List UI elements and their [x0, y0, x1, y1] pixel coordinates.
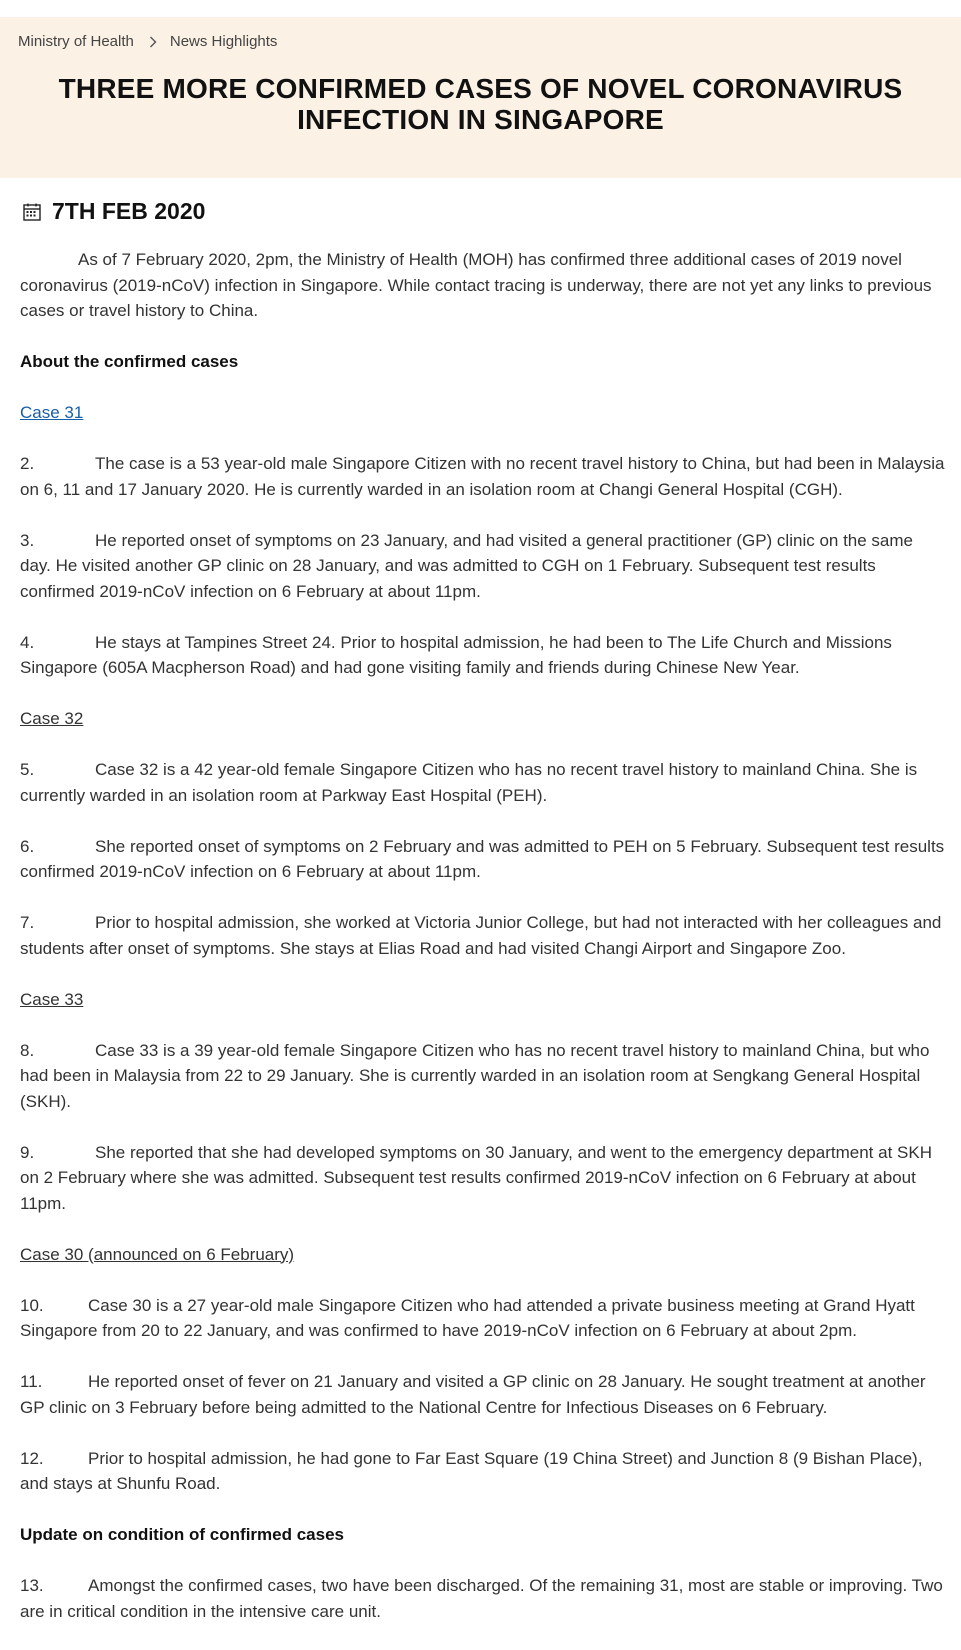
paragraph-text: Prior to hospital admission, she worked at Victoria Junior College, but had not interacted with her colleagues and students after onset of symptoms. She stays at Elias Road and had visited Changi Airport and Singapore Zoo. — [20, 913, 942, 958]
paragraph-9 — [20, 1140, 945, 1217]
paragraph-13 — [20, 1573, 945, 1624]
paragraph-7 — [20, 910, 945, 961]
case-32-heading: Case 32 — [20, 709, 84, 728]
paragraph-number: 12. — [20, 1448, 44, 1468]
paragraph-6 — [20, 834, 945, 885]
paragraph-text: Case 33 is a 39 year-old female Singapore Citizen who has no recent travel history to mainland China, but who had been in Malaysia from 22 to 29 January. She is currently warded in an isolation room at Sengkang General Hospital (SKH). — [20, 1040, 930, 1111]
article-body — [20, 247, 945, 1650]
paragraph-number: 4. — [20, 632, 35, 652]
paragraph-number: 8. — [20, 1040, 35, 1060]
section-heading-update: Update on condition of confirmed cases — [20, 1525, 344, 1544]
paragraph-number: 2. — [20, 454, 35, 473]
paragraph-text: He reported onset of fever on 21 January and visited a GP clinic on 28 January. He sought treatment at another GP clinic on 3 February before being admitted to the National Centre for Infectious Diseases on 6 February. — [20, 1372, 926, 1417]
page-header — [0, 17, 961, 178]
paragraph-text: She reported onset of symptoms on 2 February and was admitted to PEH on 5 February. Subsequent test results confirmed 2019-nCoV infection on 6 February at about 11pm. — [20, 836, 945, 881]
paragraph-number: 5. — [20, 760, 35, 779]
page-title: THREE MORE CONFIRMED CASES OF NOVEL CORONAVIRUS INFECTION IN SINGAPORE — [58, 73, 903, 135]
breadcrumb-home-link[interactable]: Ministry of Health — [18, 33, 134, 50]
paragraph-12 — [20, 1446, 945, 1497]
paragraph-5 — [20, 757, 945, 808]
breadcrumb — [18, 33, 277, 50]
case-33-heading: Case 33 — [20, 989, 84, 1009]
paragraph-number: 7. — [20, 913, 35, 932]
case-30-heading: Case 30 (announced on 6 February) — [20, 1244, 295, 1264]
section-heading-about: About the confirmed cases — [20, 352, 239, 371]
publish-date — [22, 198, 205, 225]
paragraph-number: 6. — [20, 836, 35, 856]
paragraph-text: Prior to hospital admission, he had gone to Far East Square (19 China Street) and Junction 8 (9 Bishan Place), and stays at Shunfu Road. — [20, 1448, 923, 1493]
paragraph-text: Amongst the confirmed cases, two have been discharged. Of the remaining 31, most are stable or improving. Two are in critical condition in the intensive care unit. — [20, 1576, 943, 1621]
date-text: 7TH FEB 2020 — [52, 198, 206, 224]
chevron-right-icon — [146, 35, 160, 49]
paragraph-number: 9. — [20, 1142, 35, 1162]
paragraph-3 — [20, 528, 945, 605]
paragraph-number: 11. — [20, 1372, 43, 1391]
case-33-label — [20, 987, 945, 1013]
calendar-icon — [22, 202, 42, 222]
case-32-label — [20, 706, 945, 732]
paragraph-text: He reported onset of symptoms on 23 January, and had visited a general practitioner (GP) clinic on the same day. He visited another GP clinic on 28 January, and was admitted to CGH on 1 February. Subsequent test results confirmed 2019-nCoV infection on 6 February at about 11pm. — [20, 530, 914, 601]
intro-paragraph: As of 7 February 2020, 2pm, the Ministry of Health (MOH) has confirmed three additional cases of 2019 novel coronavirus (2019-nCoV) infection in Singapore. While contact tracing is underway, there are not yet any links to previous cases or travel history to China. — [20, 250, 932, 320]
paragraph-text: She reported that she had developed symptoms on 30 January, and went to the emergency department at SKH on 2 February where she was admitted. Subsequent test results confirmed 2019-nCoV infection on 6 February at about 11pm. — [20, 1142, 932, 1213]
paragraph-11 — [20, 1369, 945, 1420]
breadcrumb-current-link[interactable]: News Highlights — [169, 33, 278, 50]
paragraph-number: 13. — [20, 1576, 44, 1595]
paragraph-number: 10. — [20, 1295, 44, 1315]
paragraph-4 — [20, 630, 945, 681]
paragraph-10 — [20, 1293, 945, 1344]
paragraph-2 — [20, 451, 945, 502]
paragraph-8 — [20, 1038, 945, 1115]
paragraph-number: 3. — [20, 530, 35, 550]
paragraph-text: Case 30 is a 27 year-old male Singapore Citizen who had attended a private business meeting at Grand Hyatt Singapore from 20 to 22 January, and was confirmed to have 2019-nCoV infection on 6 February at about 2pm. — [20, 1295, 915, 1340]
paragraph-text: Case 32 is a 42 year-old female Singapore Citizen who has no recent travel history to mainland China. She is currently warded in an isolation room at Parkway East Hospital (PEH). — [20, 760, 918, 805]
case-31-link[interactable]: Case 31 — [20, 403, 84, 422]
case-30-label — [20, 1242, 945, 1268]
paragraph-text: The case is a 53 year-old male Singapore Citizen with no recent travel history to China, but had been in Malaysia on 6, 11 and 17 January 2020. He is currently warded in an isolation room at Changi General Hospital (CGH). — [20, 454, 945, 499]
paragraph-text: He stays at Tampines Street 24. Prior to hospital admission, he had been to The Life Church and Missions Singapore (605A Macpherson Road) and had gone visiting family and friends during Chinese New Year. — [20, 632, 892, 677]
case-31-label — [20, 400, 945, 426]
